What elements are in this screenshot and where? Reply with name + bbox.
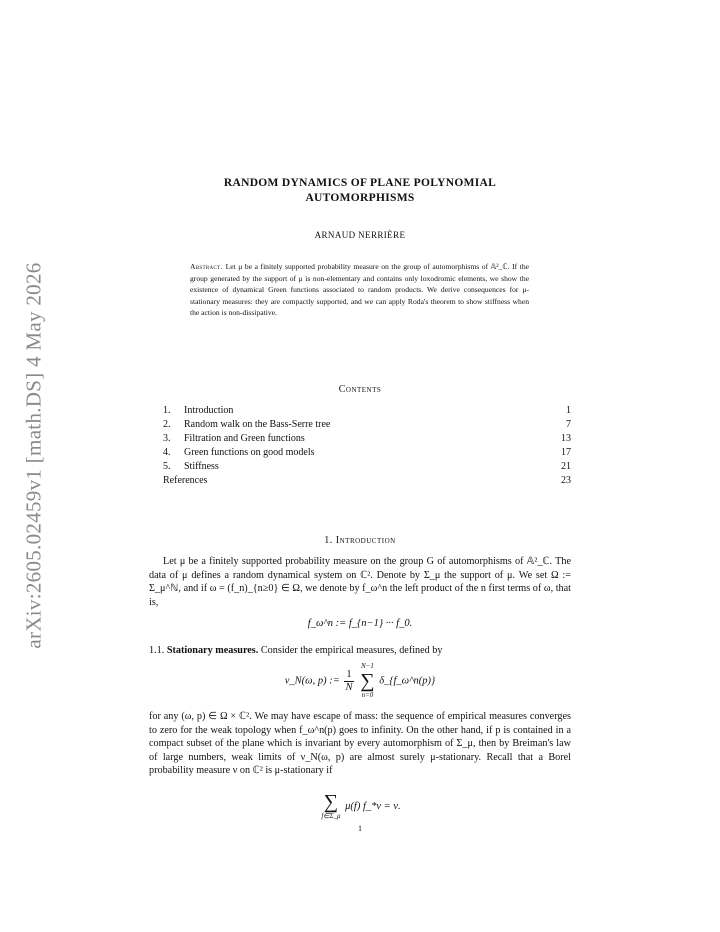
paper-title <box>150 176 570 206</box>
toc-entry[interactable] <box>163 432 571 446</box>
summation <box>360 662 374 700</box>
subsection-paragraph <box>149 644 571 658</box>
toc-page: 23 <box>561 475 571 486</box>
author-name: ARNAUD NERRIÈRE <box>314 230 406 240</box>
title-line-1: RANDOM DYNAMICS OF PLANE POLYNOMIAL <box>223 177 497 189</box>
intro-paragraph <box>149 555 571 609</box>
subsection-number: 1.1. <box>149 645 165 656</box>
contents-title: Contents <box>338 384 382 395</box>
paragraph-text: for any (ω, p) ∈ Ω × ℂ². We may have escape of mass: the sequence of empirical measures converges to zero for the weak topology when f_ω^n(p) goes to infinity. On the other hand, if p is contained in a compact subset of the plane which is invariant by every automorphism of Σ_μ, then by Breiman's law of large numbers, weak limits of ν_N(ω, p) are almost surely μ-stationary. Recall that a Borel probability measure ν on ℂ² is μ-stationary if <box>149 711 571 776</box>
toc-label: Green functions on good models <box>184 447 315 458</box>
toc-number: 5. <box>163 461 171 472</box>
page-number: 1 <box>358 824 362 833</box>
toc-entry[interactable] <box>163 460 571 474</box>
section-heading: 1. Introduction <box>324 535 396 546</box>
sigma-symbol: ∑ <box>360 670 375 692</box>
toc-page: 17 <box>561 447 571 458</box>
equation-empirical-measure <box>150 662 570 700</box>
equation-rhs: δ_{f_ω^n(p)} <box>379 675 436 687</box>
toc-entry[interactable] <box>163 404 571 418</box>
toc-label: Stiffness <box>184 461 219 472</box>
arxiv-identifier: arXiv:2605.02459v1 [math.DS] 4 May 2026 <box>21 261 46 649</box>
toc-label: Random walk on the Bass-Serre tree <box>184 419 331 430</box>
arxiv-stamp <box>8 230 60 680</box>
fraction-numerator: 1 <box>346 668 352 680</box>
toc-label: References <box>163 475 208 486</box>
equation-left-product <box>150 618 570 629</box>
table-of-contents <box>163 404 571 488</box>
paragraph-text: Let μ be a finitely supported probability measure on the group G of automorphisms of 𝔸²_ℂ. The data of μ defines a random dynamical system on ℂ². Denote by Σ_μ the support of μ. We set Ω := Σ_μ^ℕ, and if ω = (f_n)_{n≥0} ∈ Ω, we denote by f_ω^n the left product of the n first terms of ω, that is, <box>149 556 571 608</box>
summation <box>321 792 340 821</box>
toc-entry[interactable] <box>163 418 571 432</box>
equation-stationary <box>150 792 570 821</box>
toc-page: 7 <box>566 419 571 430</box>
equation-rhs: μ(f) f_*ν = ν. <box>345 800 401 812</box>
sum-lower-limit: n=0 <box>361 691 374 699</box>
equation-lhs: ν_N(ω, p) := <box>284 675 340 687</box>
toc-label: Introduction <box>184 405 234 416</box>
title-line-2: AUTOMORPHISMS <box>305 192 415 204</box>
toc-entry[interactable] <box>163 446 571 460</box>
toc-page: 21 <box>561 461 571 472</box>
toc-page: 1 <box>566 405 571 416</box>
equation-text: f_ω^n := f_{n−1} ··· f_0. <box>307 618 413 629</box>
toc-number: 2. <box>163 419 171 430</box>
abstract-heading: Abstract. <box>190 262 223 271</box>
sum-lower-limit: f∈Σ_μ <box>321 812 341 820</box>
toc-number: 4. <box>163 447 171 458</box>
fraction <box>344 669 353 694</box>
abstract <box>190 261 529 319</box>
toc-label: Filtration and Green functions <box>184 433 305 444</box>
sigma-symbol: ∑ <box>323 791 339 813</box>
abstract-text: Let μ be a finitely supported probability measure on the group of automorphisms of 𝔸²_ℂ. If the group generated by the support of μ is non-elementary and contains only loxodromic elements, we show the existence of dynamical Green functions associated to random products. We derive consequences for μ-stationary measures: they are compactly supported, and we can apply Roda's theorem to show stiffness when the action is non-dissipative. <box>190 262 529 317</box>
paragraph-escape-of-mass <box>149 710 571 778</box>
subsection-title: Stationary measures. <box>166 645 259 656</box>
toc-entry[interactable] <box>163 474 571 488</box>
toc-page: 13 <box>561 433 571 444</box>
toc-number: 3. <box>163 433 171 444</box>
fraction-denominator: N <box>345 681 353 693</box>
sum-upper-limit: N−1 <box>360 662 374 670</box>
toc-number: 1. <box>163 405 171 416</box>
paragraph-text: Consider the empirical measures, defined by <box>260 645 443 656</box>
